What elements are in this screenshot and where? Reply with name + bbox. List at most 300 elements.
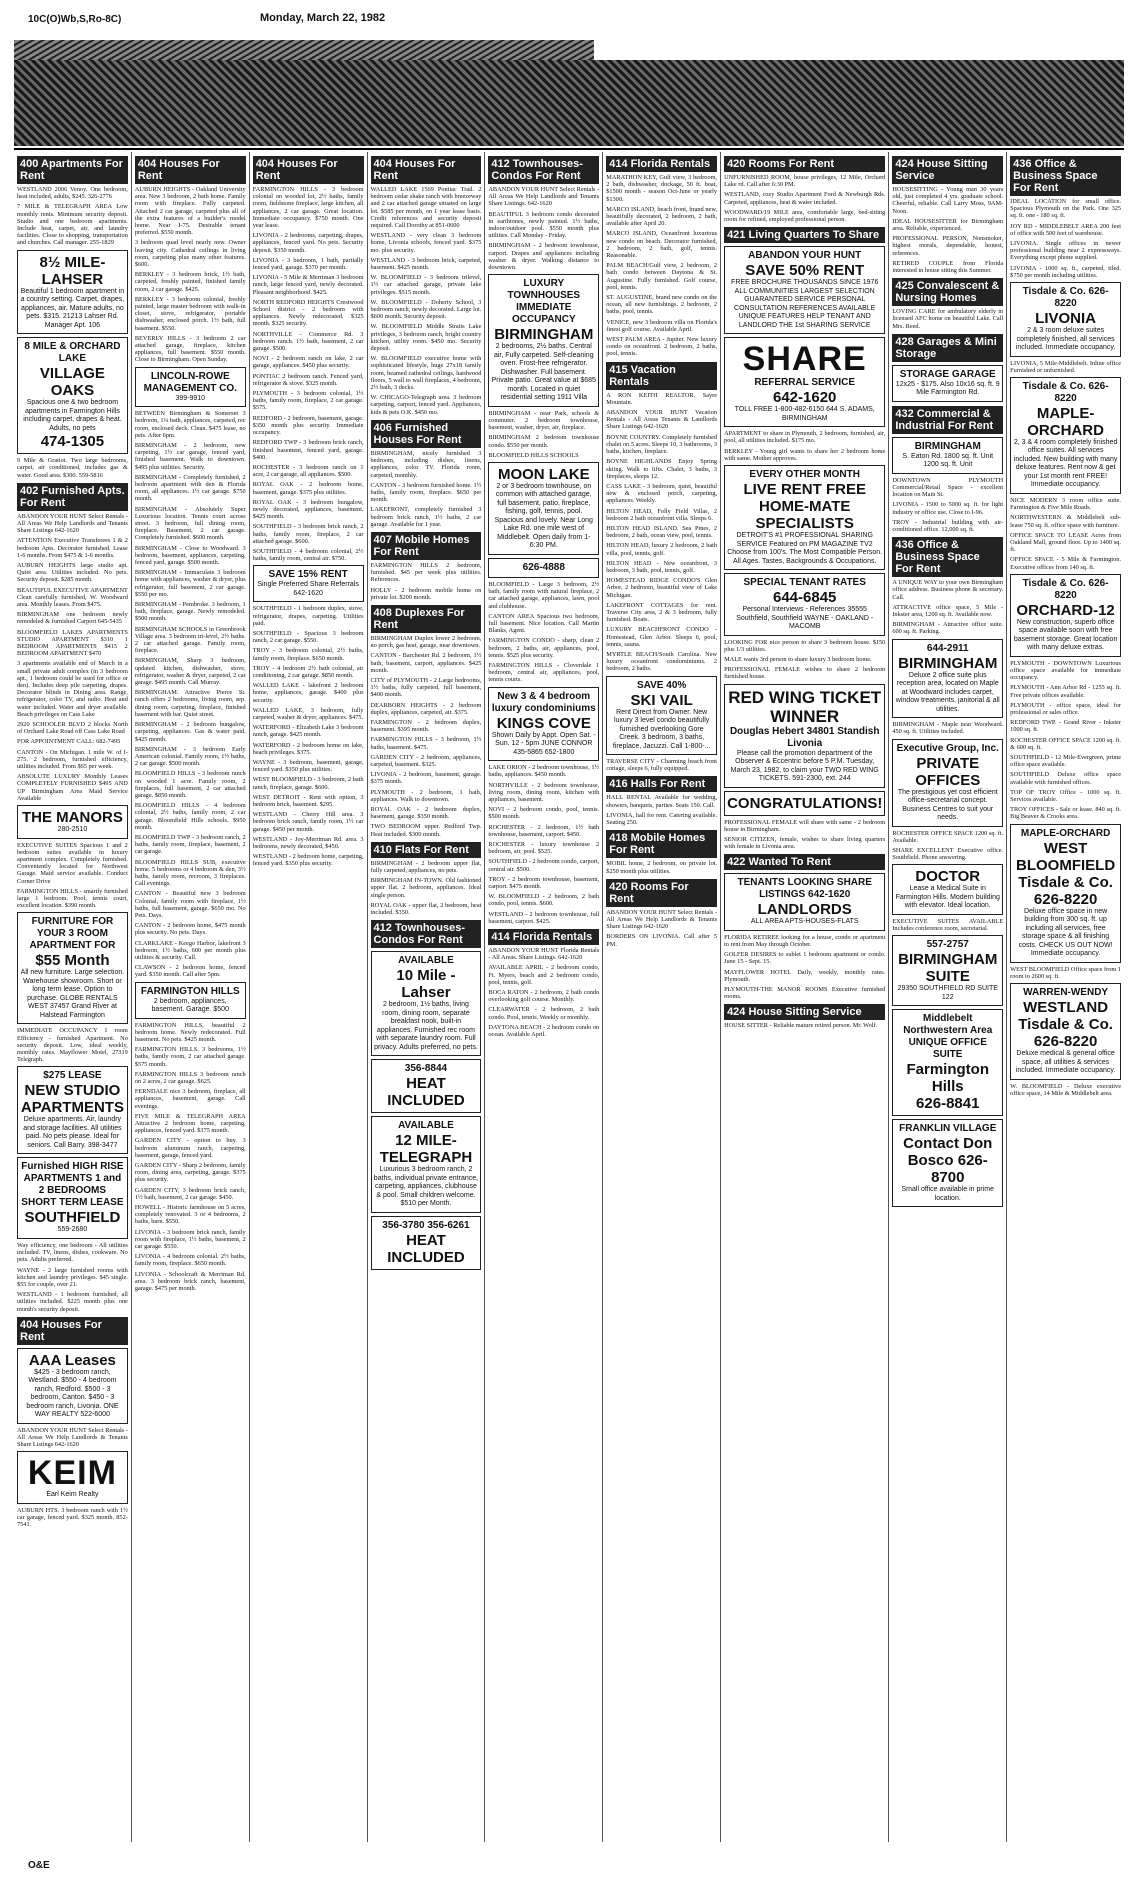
display-ad-sm: 2 bedroom, appliances, basement. Garage. $500 bbox=[151, 997, 229, 1014]
display-ad-sm: 280-2510 bbox=[57, 826, 88, 834]
display-ad-big: DOCTOR bbox=[915, 868, 981, 886]
classified-ad: BOYNE COUNTRY. Completely furnished chalet on 5 acres. Sleeps 10, 3 bathrooms, 3 baths, kitchen, fireplace. bbox=[606, 433, 718, 456]
display-ad bbox=[17, 1066, 128, 1154]
classified-ad: ROCHESTER OFFICE SPACE 1200 sq. ft. & 600 sq. ft. bbox=[1010, 736, 1122, 751]
classified-ad: BETWEEN Birmingham & Somerset 3 bedroom, 1¼ bath, appliances, carpeted, rec room, enclosed deck. Clean. $475 lease, no pets. After 6pm. bbox=[134, 410, 246, 439]
classified-ad: LIVONIA - Schoolcraft & Merriman Rd. area. 3 bedroom brick ranch, basement, garage. $475 per month. bbox=[134, 1270, 246, 1293]
classified-ad: SOUTHFIELD Deluxe office space available with furnished offices. bbox=[1010, 771, 1122, 786]
classified-ad: HILTON HEAD, luxury 2 bedroom, 2 bath villa, pool, tennis, golf. bbox=[606, 542, 718, 557]
classified-ad: CLEARWATER - 2 bedroom, 2 bath condo. Pool, tennis. Weekly or monthly. bbox=[488, 1006, 600, 1021]
classified-banner bbox=[14, 60, 1124, 146]
display-ad bbox=[17, 1348, 128, 1424]
classified-ad: IDEAL LOCATION for small office. Spacious Plymouth on the Park. One 325 sq. ft. one - 180 sq. ft. bbox=[1010, 198, 1122, 220]
classified-column bbox=[368, 152, 486, 1842]
classified-ad: 3 bedroom quad level nearly new. Owner leaving city. Cathedral ceilings in living room, carpeting plus many other features. $600. bbox=[134, 239, 246, 269]
classified-ad: FARMINGTON - 2 bedroom duplex, basement. $395 month. bbox=[370, 718, 482, 734]
display-ad-med: 557-2757 bbox=[926, 939, 969, 951]
display-ad-big: CONGRATULATIONS! bbox=[727, 794, 883, 812]
display-ad bbox=[488, 274, 599, 407]
classified-ad: GARDEN CITY, 3 bedroom brick ranch, 1½ bath, basement, 2 car garage. $450. bbox=[134, 1186, 246, 1201]
classified-ad: LIVONIA - 2 bedroom, basement, garage. $375 month. bbox=[370, 771, 482, 786]
display-ad-sm: 2 or 3 bedroom townhouse, on common with attached garage, full basement, patio, fireplace, fishing, golf, tennis, pool. Spacious and lovely. Near Long Lake Rd. one mile west of Middlebelt. Open daily from 1-6:30 PM. bbox=[494, 482, 593, 550]
classified-ad: FARMINGTON HILLS - 3 bedroom colonial on wooded lot, 2½ baths, family room, fieldstone fireplace, large kitchen, all appliances, 2 car garage. Great location. Immediate occupancy. $750 month. One year lease. bbox=[252, 186, 364, 230]
display-ad-huge: SHARE bbox=[742, 340, 867, 379]
classified-ad: FARMINGTON HILLS, beautiful 2 bedroom home. Newly redecorated. Full basement. No pets. $425 month. bbox=[134, 1021, 246, 1043]
display-ad-med: EVERY OTHER MONTH bbox=[749, 469, 860, 481]
classified-ad: ROYAL OAK - 2 bedroom home, basement, garage. $375 plus utilities. bbox=[252, 481, 364, 496]
display-ad bbox=[371, 1116, 482, 1213]
classified-ad: HOWELL - Historic farmhouse on 5 acres, completely renovated. 3 or 4 bedrooms, 2 baths, barn. $550. bbox=[134, 1204, 246, 1226]
section-heading: 402 Furnished Apts. For Rent bbox=[17, 483, 128, 511]
classified-ad: LUXURY BEACHFRONT CONDO - Homestead, Glen Arbor. Sleeps 6, pool, tennis, sauna. bbox=[606, 626, 718, 648]
display-ad-med: Tisdale & Co. 626-8220 bbox=[1022, 286, 1109, 310]
display-ad-big: SOUTHFIELD bbox=[24, 1209, 121, 1227]
display-ad-big: $55 Month bbox=[35, 952, 110, 970]
display-ad bbox=[17, 805, 128, 839]
display-ad-sm: Deluxe 2 office suite plus reception area, located on Maple at Woodward includes carpet, window treatments, janitorial & all utilities. bbox=[895, 671, 1000, 713]
classified-ad: NORTH REDFORD HEIGHTS Crestwood School district - 2 bedroom with appliances. Newly redecorated. $325 month. $325 security. bbox=[252, 298, 364, 328]
display-ad bbox=[371, 951, 482, 1056]
classified-ad: WESTLAND - 2 bedroom home, carpeting, fenced yard. $350 plus security. bbox=[252, 853, 364, 868]
display-ad-med: New 3 & 4 bedroom luxury condominiums bbox=[491, 690, 596, 714]
classified-ad: W. BLOOMFIELD - 2 bedroom, 2 bath condo, pool, tennis. $600. bbox=[488, 893, 600, 908]
display-ad-med: Tisdale & Co. 626-8220 bbox=[1022, 380, 1109, 404]
classified-ad: BIRMINGHAM - 2 bedroom bungalow, carpeting, appliances. Gas & water paid. $425 month. bbox=[134, 721, 246, 743]
classified-ad: PROFESSIONAL FEMALE wishes to share 2 bedroom furnished house. bbox=[724, 666, 886, 681]
display-ad-med: 356-8844 bbox=[404, 1063, 448, 1075]
section-heading: 408 Duplexes For Rent bbox=[371, 605, 482, 633]
display-ad-big: BIRMINGHAM bbox=[898, 654, 998, 672]
classified-ad: LIVONIA, 5 Mile-Middlebelt. Inline office Furnished or unfurnished. bbox=[1010, 359, 1122, 374]
classified-ad: ABANDON YOUR HUNT Florida Rentals - All Areas. Share Listings. 642-1620 bbox=[488, 946, 600, 962]
display-ad-med: Douglas Hebert 34801 Standish Livonia bbox=[729, 725, 880, 749]
classified-ad: HOMESTEAD RIDGE CONDO'S Glen Arbor, 2 bedroom, beautiful view of Lake Michigan. bbox=[606, 577, 718, 599]
classified-ad: NORTHVILLE - Commerce Rd. 3 bedroom ranch. 1½ bath, basement, 2 car garage. $500. bbox=[252, 330, 364, 353]
classified-ad: WEST PALM AREA - Jupiter. New luxury condo on oceanfront. 2 bedroom, 2 baths, pool, tennis. bbox=[606, 336, 718, 358]
display-ad-med: AVAILABLE bbox=[398, 955, 454, 967]
display-ad bbox=[253, 565, 364, 602]
classified-column bbox=[485, 152, 603, 1842]
display-ad-big: LIVE RENT FREE bbox=[743, 481, 866, 499]
section-heading: 404 Houses For Rent bbox=[17, 1317, 128, 1345]
classified-ad: VENICE, new 3 bedroom villa on Florida's finest golf course. Available April. bbox=[606, 318, 718, 333]
display-ad-sm: Deluxe medical & general office space, all utilities & services included. Immediate occupancy. bbox=[1015, 1050, 1116, 1075]
display-ad-sm: Lease a Medical Suite in Farmington Hills. Modern building with elevator. Ideal location. bbox=[895, 885, 1000, 910]
classified-ad: PROFESSIONAL PERSON, Nonsmoker, highest morals, dependable, honest, references. bbox=[892, 235, 1004, 257]
classified-ad: HILTON HEAD - New oceanfront, 3 bedroom, 3 bath, pool, tennis, golf. bbox=[606, 559, 718, 574]
classified-ad: LIVONIA. Single offices in newer professional building near 2 expressways. Everything except phone supplied. bbox=[1010, 240, 1122, 262]
section-heading: 428 Garages & Mini Storage bbox=[892, 334, 1003, 362]
classified-ad: SOUTHFIELD - 1 bedroom duplex, stove, refrigerator, drapes, carpeting. Utilities paid. bbox=[252, 605, 364, 627]
display-ad-big: MAPLE-ORCHARD bbox=[1027, 404, 1104, 439]
classified-ad: BIRMINGHAM - Attractive office suite. 600 sq. ft. Parking. bbox=[892, 621, 1004, 636]
display-ad bbox=[488, 462, 599, 555]
classified-ad: CLARKLAKE - Keego Harbor, lakefront 3 bedroom, 1½ baths, 600 per month plus utilities & security. Call. bbox=[134, 939, 246, 961]
display-ad-sm: Deluxe office space in new building from 300 sq. ft. up including all services, free storage space & all finishing costs. CHECK US OUT NOW! Immediate occupancy. bbox=[1018, 907, 1113, 958]
classified-ad: BIRMINGHAM - near Park, schools & commuter. 2 bedroom townhouse, basement, washer, dryer, air, fireplace. bbox=[488, 409, 600, 432]
display-ad-med: MAPLE-ORCHARD bbox=[1020, 827, 1111, 839]
classified-ad: ST. AUGUSTINE, brand new condo on the ocean, all new furnishings. 2 bedroom, 2 baths, pool, tennis. bbox=[606, 294, 718, 316]
display-ad-sm: Rent Direct from Owner. New luxury 3 level condo beautifully furnished overlooking Gore Creek. 3 bedroom, 3 baths, fireplace, Jacuzzi. Call 1-800-... bbox=[612, 708, 711, 750]
display-ad bbox=[1010, 282, 1121, 357]
classified-ad: MARATHON KEY, Gulf view, 3 bedroom, 2 bath, dishwasher, dockage, 50 ft. boat, $1500 month - season Oct-June or yearly $1300. bbox=[606, 174, 718, 203]
display-ad bbox=[724, 246, 885, 334]
display-ad-sm: 2 bedrooms, 2½ baths. Central air, Fully carpeted. Self-cleaning oven. Frost-free refrigerator. Dishwasher. Full basement. Private patio. Great value at $685 month. Located in quiet residential setting 1911 Villa bbox=[491, 343, 596, 402]
display-ad-big2: Tisdale & Co. 626-8220 bbox=[1018, 1016, 1113, 1051]
classified-ad: BIRMINGHAM SCHOOLS in Greenbrook Village area. 3 bedroom tri-level, 2½ baths. 2 car attached garage. Family room, fireplace. bbox=[134, 625, 246, 655]
classified-ad: TROY - 2 bedroom townhouse, basement, carport. $475 month. bbox=[488, 875, 600, 890]
classified-ad: PALM BEACH/Gulf view, 2 bedroom, 2 bath condo between Daytona & St. Augustine. Fully furnished. Golf course, pool, tennis. bbox=[606, 262, 718, 291]
classified-ad: LIVONIA - 5 Mile & Merriman 3 bedroom ranch, large fenced yard, newly decorated. Pleasant neighborhood. $425. bbox=[252, 274, 364, 296]
section-heading: 418 Mobile Homes For Rent bbox=[606, 830, 717, 858]
display-ad-med: ABANDON YOUR HUNT bbox=[748, 250, 862, 262]
classified-ad: LIVONIA - 1500 to 5000 sq. ft. for light industry or office use. Close to I-96. bbox=[892, 501, 1004, 516]
display-ad-big: ORCHARD-12 bbox=[1016, 601, 1115, 619]
classified-column bbox=[603, 152, 721, 1842]
section-heading: 436 Office & Business Space For Rent bbox=[892, 537, 1003, 577]
classified-ad: WEST BLOOMFIELD Office space from 1 room to 2600 sq. ft. bbox=[1010, 965, 1122, 980]
section-heading: 432 Commercial & Industrial For Rent bbox=[892, 406, 1003, 434]
classified-ad: CANTON - Barchester Rd. 2 bedroom, 1½ bath, basement, carport, appliances. $425 month. bbox=[370, 652, 482, 674]
classified-ad: WALLED LAKE, 3 bedroom, fully carpeted, washer & dryer, appliances. $475. bbox=[252, 706, 364, 721]
display-ad-sm: TOLL FREE 1-800-482-6150 644 S. ADAMS, BIRMINGHAM bbox=[734, 406, 875, 422]
display-ad bbox=[17, 912, 128, 1024]
classified-ad: TRAVERSE CITY - Charming beach front cottage, sleeps 6, fully equipped. bbox=[606, 758, 718, 773]
display-ad bbox=[892, 437, 1003, 474]
display-ad-big: LIVONIA bbox=[1035, 310, 1097, 328]
display-ad-sm: 559-2680 bbox=[57, 1226, 88, 1234]
classified-ad: SOUTHFIELD - 4 bedroom colonial, 2½ baths, family room, central air. $750. bbox=[252, 547, 364, 563]
display-ad-med: SAVE 15% RENT bbox=[268, 569, 348, 581]
classified-ad: BIRMINGHAM 2 bedroom townhouse condo. $550 per month. bbox=[488, 434, 600, 449]
classified-ad: WALLED LAKE 1569 Pontiac Trail. 2 bedroom cedar shake ranch with breezeway and 2 car attached garage situated on large lot. $585 per month, on 1 year lease basis. Credit references and security deposit required. Call Dorothy at 851-0600 bbox=[370, 186, 482, 230]
display-ad-med: Middlebelt Northwestern Area UNIQUE OFFICE SUITE bbox=[903, 1013, 993, 1061]
classified-ad: WATERFORD - 2 bedroom home on lake, beach privileges. $375. bbox=[252, 741, 364, 756]
classified-ad: ABANDON YOUR HUNT Vacation Rentals - All Areas Tenants & Landlords Share Listings 642-1620 bbox=[606, 409, 718, 431]
classified-ad: TROY - 3 bedroom colonial, 2½ baths, family room, fireplace. $650 month. bbox=[252, 647, 364, 662]
classified-ad: CANTON AREA Spacious two bedroom, full basement. Nice location. Call Martin Blanks, Agent. bbox=[488, 612, 600, 635]
classified-ad: RETIRED COUPLE from Florida interested in house sitting this Summer. bbox=[892, 259, 1004, 275]
classified-ad: HOUSESITTING - Young man 30 years old, just completed 4 yrs. graduate school. Cheerful, reliable. Call Larry Moss, 9AM-Noon. bbox=[892, 186, 1004, 215]
classified-ad: WESTLAND 2006 Venoy. One bedroom, heat included, adults, $245. 326-2776 bbox=[17, 186, 128, 201]
display-ad-med: FURNITURE FOR YOUR 3 ROOM APARTMENT FOR bbox=[29, 916, 116, 952]
display-ad-redwing: RED WING TICKET WINNER bbox=[728, 687, 882, 726]
classified-ad: NORTHWESTERN & Middlebelt sub-lease 750 sq. ft. office space with furniture. bbox=[1010, 514, 1122, 529]
classified-ad: 3 apartments available end of March in a small private adult complex (in 3 bedroom apt., 1 bedroom could be used for office or den). Includes deep pile carpeting, drapes. Decorator blinds in Dining area. Range, refrigerator, color TV, and radio. Heat and water included. Water and dryer available. Beach privileges on Cass Lake bbox=[17, 660, 128, 718]
classified-ad: LAKEFRONT, completely furnished 3 bedroom brick ranch, 1½ baths, 2 car garage. Available for 1 year. bbox=[370, 506, 482, 528]
display-ad bbox=[892, 935, 1003, 1006]
classified-ad: LIVONIA - 2 bedrooms, carpeting, drapes, appliances, fenced yard. No pets. Security deposit. $350 month. bbox=[252, 232, 364, 254]
classified-ad: PONTIAC 2 bedroom ranch. Fenced yard, refrigerator & stove. $325 month. bbox=[252, 372, 364, 387]
section-heading: 424 House Sitting Service bbox=[724, 1004, 885, 1020]
display-ad-med: LINCOLN-ROWE MANAGEMENT CO. bbox=[143, 370, 237, 394]
classified-ad: ABANDON YOUR HUNT Select Rentals - All Areas We Help Landlords & Tenants Share Listings 642-1620 bbox=[17, 1426, 128, 1449]
display-ad-big: HEAT INCLUDED bbox=[387, 1231, 465, 1266]
classified-ad: FARMINGTON HILLS 3 bedroom ranch on 2 acres, 2 car garage. $625. bbox=[134, 1070, 246, 1086]
classified-ad: LAKEFRONT COTTAGES for rent. Traverse City area, 2 & 3 bedroom, fully furnished. Boats. bbox=[606, 601, 718, 624]
display-ad-sm: Deluxe apartments. Air, laundry and storage facilities. All utilities paid. No pets please. Ideal for seniors. Call Barry. 398-3477 bbox=[23, 1116, 122, 1149]
classified-ad: GOLFER DESIRES to sublet 1 bedroom apartment or condo. June 15 - Sept. 15. bbox=[724, 951, 886, 966]
classified-ad: WESTLAND - very clean 3 bedroom home, Livonia schools, fenced yard. $375 mo. plus security. bbox=[370, 232, 482, 254]
classified-ad: Way efficiency, one bedroom - All utilities included. TV, linens, dishes, cookware. No pets. Adults preferred. bbox=[17, 1241, 128, 1264]
classified-ad: BIRMINGHAM. Attractive Pierce St. ranch offers 2 bedrooms, living room, sep. dining room, carpeting, fireplace, finished basement with bar. Quiet street. bbox=[134, 689, 246, 718]
display-ad-sm: 12x25 - $175. Also 10x16 sq. ft. 9 Mile Farmington Rd. bbox=[895, 380, 1000, 397]
classified-ad: MOBIL home, 2 bedroom, on private lot. $250 month plus utilities. bbox=[606, 860, 718, 875]
classified-ad: LOOKING FOR nice person to share 3 bedroom house. $150 plus 1/3 utilities. bbox=[724, 638, 886, 653]
classified-ad: WALLED LAKE - lakefront 2 bedroom home, appliances, garage. $400 plus security. bbox=[252, 682, 364, 704]
classified-ad: NICE MODERN 3 room office suite. Farmington & Five Mile Roads. bbox=[1010, 496, 1122, 512]
classified-ad: REDFORD - 2 bedroom, basement, garage. $350 month plus security. Immediate occupancy. bbox=[252, 414, 364, 437]
classified-ad: MYRTLE BEACH/South Carolina. New luxury oceanfront condominiums. 2 bedroom, 2 baths. bbox=[606, 650, 718, 673]
display-ad-med: FRANKLIN VILLAGE bbox=[899, 1123, 997, 1135]
display-ad-big: Farmington Hills bbox=[906, 1061, 989, 1096]
classified-ad: ROCHESTER - 2 bedroom, 1½ bath townhouse, basement, carport. $450. bbox=[488, 823, 600, 838]
display-ad bbox=[17, 1157, 128, 1239]
classified-ad: HOLLY - 2 bedroom mobile home on private lot. $200 month. bbox=[370, 586, 482, 601]
classified-ad: WEST BLOOMFIELD - 3 bedroom, 2 bath ranch, fireplace, garage. $600. bbox=[252, 776, 364, 791]
display-ad bbox=[1010, 983, 1121, 1080]
display-ad-sm: 2 & 3 room deluxe suites completely finished, all services included. Immediate occupancy. bbox=[1015, 327, 1116, 352]
classified-ad: W. BLOOMFIELD - 3 bedroom trilevel, 1½ car attached garage, private lake privileges. $515 month. bbox=[370, 274, 482, 296]
header-rule bbox=[14, 148, 1124, 150]
display-ad-med: WARREN-WENDY bbox=[1023, 987, 1109, 999]
classified-ad: DAYTONA BEACH - 2 bedroom condo on ocean. Available April. bbox=[488, 1023, 600, 1038]
classified-ad: CITY of PLYMOUTH - 2 Large bedrooms, 1½ baths, fully carpeted, full basement, $400 month. bbox=[370, 676, 482, 699]
classified-ad: WESTLAND - Cherry Hill area. 3 bedroom brick ranch, family room, 1½ car garage. $450 per month. bbox=[252, 811, 364, 833]
classified-ad: LIVONIA - 3 bedroom, 1 bath, partially fenced yard, garage. $370 per month. bbox=[252, 256, 364, 272]
section-heading: 400 Apartments For Rent bbox=[17, 156, 128, 184]
classified-column bbox=[1007, 152, 1124, 1842]
classified-ad: LIVONIA, hall for rent. Catering available. Seating 250. bbox=[606, 811, 718, 827]
display-ad-sm: Earl Keim Realty bbox=[46, 1491, 99, 1499]
classified-column bbox=[132, 152, 250, 1842]
classified-ad: BEVERLY HILLS - 3 bedroom 2 car attached garage, fireplace, kitchen appliances, full basement. $550 month. Close to Birmingham. Open Sunday. bbox=[134, 334, 246, 364]
display-ad-med: FARMINGTON HILLS bbox=[140, 985, 240, 997]
display-ad-med: 626-4888 bbox=[522, 561, 565, 573]
display-ad-sm: All new furniture. Large selection. Warehouse showroom. Short or long term lease. Option to purchase. GLOBE RENTALS WEST 37457 Grand River at Halstead Farmington bbox=[20, 969, 125, 1019]
display-ad bbox=[606, 676, 717, 756]
display-ad bbox=[135, 367, 246, 408]
classified-ad: PROFESSIONAL FEMALE will share with same - 2 bedroom house in Birmingham. bbox=[724, 818, 886, 833]
display-ad bbox=[17, 250, 128, 335]
classified-ad: CANTON - 3 bedroom furnished home. 1½ baths, family room, fireplace. $650 per month. bbox=[370, 481, 482, 504]
display-ad-sm: New construction, superb office space available soon with free basement storage. Great location with many deluxe extras. bbox=[1013, 618, 1118, 652]
classified-ad: BERKLEY - 3 bedroom colonial, freshly painted, large master bedroom with walk-in closet, stove, refrigerator, portable dishwasher, enclosed porch. 1½ bath, full basement. $550. bbox=[134, 295, 246, 332]
classified-ad: FARMINGTON CONDO - sharp, clean 2 bedroom, 2 baths, air, appliances, pool, tennis. $525 plus security. bbox=[488, 637, 600, 659]
display-ad bbox=[1010, 574, 1121, 657]
classified-ad: PLYMOUTH-THE MANOR ROOMS Executive furnished rooms. bbox=[724, 986, 886, 1001]
display-ad bbox=[892, 739, 1003, 827]
classified-ad: MAYFLOWER HOTEL Daily, weekly, monthly rates. Plymouth. bbox=[724, 968, 886, 983]
classified-ad: WOODWARD/19 MILE area, comfortable large, bed-sitting room for refined, employed professional person. bbox=[724, 208, 886, 224]
display-ad-sm: 29350 SOUTHFIELD RD SUITE 122 bbox=[897, 985, 998, 1001]
classified-ad: BLOOMFIELD - Large 3 bedroom, 2½ bath, family room with natural fireplace, 2 car attached garage, appliances, lawn, pool and clubhouse. bbox=[488, 580, 600, 610]
classified-ad: IDEAL HOUSESITTER for Birmingham area. Reliable, experienced. bbox=[892, 217, 1004, 233]
classified-ad: FARMINGTON HILLS - 3 bedroom, 1½ baths, basement. $475. bbox=[370, 736, 482, 751]
display-ad-big2: Tisdale & Co. 626-8220 bbox=[1018, 873, 1113, 908]
display-ad-sm: Shown Daily by Appt. Open Sat. - Sun. 12 - 5pm JUNE CONNOR 435-5865 652-1800 bbox=[491, 731, 596, 756]
classified-ad: BIRMINGHAM - 2 bedroom, new carpeting, 1½ car garage, fenced yard, finished basement. Walk to downtown. $495 plus utilities. Security. bbox=[134, 441, 246, 471]
display-ad-big: SKI VAIL bbox=[630, 691, 693, 709]
display-ad-sm: $425 - 3 bedroom ranch, Westland. $550 - 4 bedroom ranch, Redford. $500 - 3 bedroom, Canton. $450 - 3 bedroom ranch, Livonia. ONE WAY REALTY 522-6000 bbox=[26, 1368, 119, 1419]
display-ad-sm: Single Preferred Share Referrals 642-1620 bbox=[257, 581, 359, 597]
classified-ad: WATERFORD - Elizabeth Lake 3 bedroom ranch, garage. $425 month. bbox=[252, 724, 364, 739]
classified-ad: AVAILABLE APRIL - 2 bedroom condo, Ft. Myers, beach and 2 bedroom condo, pool, tennis, golf. bbox=[488, 964, 600, 986]
display-ad-med: $275 LEASE bbox=[43, 1070, 102, 1082]
classified-ad: SOUTHFIELD - 2 bedroom condo, carport, central air. $500. bbox=[488, 858, 600, 873]
display-ad bbox=[892, 365, 1003, 402]
display-ad-sm: DETROIT'S #1 PROFESSIONAL SHARING SERVICE Featured on PM MAGAZINE TV2 Choose from 100's. The Most Compatible Person. All Ages. Tastes, Backgrounds & Occupations. bbox=[727, 532, 883, 565]
classified-ad: PLYMOUTH - office space, ideal for professional or sales office. bbox=[1010, 701, 1122, 716]
display-ad-sm: Personal Interviews - References 35555 Southfield, Southfield WAYNE - OAKLAND - MACOMB bbox=[736, 606, 874, 631]
classified-ad: ATTENTION Executive Transferees 1 & 2 bedroom Apts. Decorator furnished. Lease 1-6 months. From $475 & 1-6 months. bbox=[17, 537, 128, 559]
classified-ad: OFFICE SPACE TO LEASE Acres from Oakland Mall, ground floor. Up to 1400 sq. ft. bbox=[1010, 531, 1122, 554]
classified-ad: CANTON - 2 bedroom home, $475 month plus security. No pets. Days. bbox=[134, 922, 246, 937]
classified-ad: GARDEN CITY - 2 bedroom, appliances, carpeted, basement. $325. bbox=[370, 753, 482, 768]
classified-ad: ROYAL OAK - upper flat, 2 bedroom, heat included. $350. bbox=[370, 901, 482, 917]
classified-ad: FARMINGTON HILLS. 3 bedrooms, 1½ baths, family room, 2 car attached garage. $575 month. bbox=[134, 1046, 246, 1068]
classified-ad: ROCHESTER OFFICE SPACE 1200 sq. ft. Available. bbox=[892, 829, 1004, 844]
classified-ad: A UNIQUE WAY to your own Birmingham office address. Business phone & secretary. Call. bbox=[892, 579, 1004, 601]
classified-ad: ABSOLUTE LUXURY Monthly Leases COMPLETELY FURNISHED $495 AND UP Birmingham Area Maid Service Available bbox=[17, 773, 128, 802]
section-heading: 404 Houses For Rent bbox=[135, 156, 246, 184]
display-ad bbox=[371, 1216, 482, 1270]
display-ad-med: Executive Group, Inc. bbox=[896, 742, 999, 754]
classified-ad: LIVONIA - 3 bedroom brick ranch, family room with fireplace, 1½ baths, basement, 2 car garage. $550. bbox=[134, 1228, 246, 1251]
classified-ad: BIRMINGHAM IN-TOWN. Old fashioned upper flat. 2 bedroom, appliances. Ideal single person. bbox=[370, 877, 482, 899]
classified-ad: W. CHICAGO-Telegraph area. 3 bedroom carpeting, carport, fenced yard. Appliances, kids & pets O.K. $450 mo. bbox=[370, 394, 482, 416]
display-ad-sm: Beautiful 1 bedroom apartment in a country setting. Carpet, drapes, appliances, air. Mature adults, no pets. $315. 21213 Lahser Rd. Manager Apt. 106 bbox=[20, 287, 125, 329]
display-ad-sm: Luxurious 3 bedroom ranch, 2 baths, individual private entrance, carpeting, appliances, clubhouse & pool. Small children welcome. $510 per Month. bbox=[373, 1166, 479, 1208]
classified-ad: FARMINGTON HILLS 2 bedroom, furnished. $45 per week plus utilities. References. bbox=[370, 561, 482, 584]
display-ad-med: SAVE 40% bbox=[636, 679, 687, 691]
section-heading: 414 Florida Rentals bbox=[488, 929, 599, 945]
display-ad-big: 644-6845 bbox=[772, 589, 837, 607]
display-ad-huge: KEIM bbox=[27, 1454, 117, 1493]
section-heading: 436 Office & Business Space For Rent bbox=[1010, 156, 1121, 196]
classified-ad: NORTHVILLE - 2 bedroom townhouse, living room, dining room, kitchen with appliances, basement. bbox=[488, 781, 600, 803]
classified-ad: PLYMOUTH - 2 bedroom, 1 bath, appliances. Walk to downtown. bbox=[370, 788, 482, 803]
section-heading: 404 Houses For Rent bbox=[371, 156, 482, 184]
classified-ad: TOP OF TROY Office - 1000 sq. ft. Services available. bbox=[1010, 788, 1122, 804]
classified-ad: W. BLOOMFIELD - Deluxe executive office space, 14 Mile & Middlebelt area. bbox=[1010, 1082, 1122, 1097]
classified-ad: FARMINGTON HILLS - Cloverdale 1 bedroom, central air, appliances, pool, tennis courts. bbox=[488, 661, 600, 684]
classified-ad: FARMINGTON HILLS - smartly furnished large 1 bedroom. Pool, tennis court, excellent location. $390 month. bbox=[17, 887, 128, 910]
display-ad-big: SAVE 50% RENT bbox=[745, 262, 865, 280]
classified-ad: BIRMINGHAM - 2 bedroom upper flat, fully carpeted, appliances, no pets. bbox=[370, 859, 482, 875]
classified-ad: BERKLEY - Young girl wants to share her 2 bedroom home with same. Mother approves. bbox=[724, 447, 886, 462]
classified-ad: 2920 SCHOOLER BLVD 2 blocks North of Orchard Lake Road off Cass Lake Road bbox=[17, 721, 128, 736]
classified-ad: SHARE EXCELLENT Executive office. Southfield. Phone answering. bbox=[892, 847, 1004, 862]
classified-ad: BORDERS ON LIVONIA. Call after 5 PM. bbox=[606, 933, 718, 948]
classified-ad: SOUTHFIELD - 12 Mile-Evergreen, prime office space available. bbox=[1010, 754, 1122, 769]
issue-date: Monday, March 22, 1982 bbox=[260, 12, 386, 24]
display-ad-sm: ALL AREA APTS-HOUSES-FLATS bbox=[750, 918, 859, 926]
classified-ad: IMMEDIATE OCCUPANCY 1 room Efficiency - furnished Apartment. No security deposit. Low, ideal weekly, monthly rates. Mayflower Motel, 27319 Telegraph. bbox=[17, 1027, 128, 1064]
classified-ad: NOVI - 2 bedroom ranch on lake, 2 car garage, appliances. $450 plus security. bbox=[252, 355, 364, 370]
classified-ad: BIRMINGHAM one bedroom newly remodeled & furnished Carport 645-5435 bbox=[17, 611, 128, 626]
edition-code: 10C(O)Wb,S,Ro-8C) bbox=[28, 14, 122, 25]
display-ad-med: 356-3780 356-6261 bbox=[382, 1219, 470, 1231]
classified-ad: BOYNE HIGHLANDS Enjoy Spring skiing. Walk to lifts. Chalet, 3 baths, 3 fireplaces, sleeps 12. bbox=[606, 458, 718, 480]
classified-ad: HILTON HEAD, Folly Field Villas, 2 bedroom 2 bath oceanfront villa. Sleeps 6. bbox=[606, 507, 718, 522]
classified-ad: FERNDALE nice 3 bedroom, fireplace, all appliances, basement, garage. Call evenings. bbox=[134, 1088, 246, 1110]
classified-ad: CLAWSON - 2 bedroom home, fenced yard. $350 month. Call after 5pm. bbox=[134, 964, 246, 979]
display-ad-big: WESTLAND bbox=[1023, 999, 1109, 1017]
classified-ad: BLOOMFIELD HILLS - 3 bedroom ranch on wooded 1 acre. Family room, 2 fireplaces, full basement, 2 car attached garage. $850 month. bbox=[134, 770, 246, 799]
section-heading: 416 Halls For Rent bbox=[606, 776, 717, 792]
display-ad-med: TENANTS LOOKING SHARE LISTINGS 642-1620 bbox=[737, 877, 872, 901]
classified-ad: BIRMINGHAM - 3 bedroom Early American colonial. Family room, 1½ baths, 2 car garage. $500 month. bbox=[134, 745, 246, 768]
classified-ad: BLOOMFIELD LAKES APARTMENTS STUDIO APARTMENT $310 1 BEDROOM APARTMENTS $415 2 BEDROOM APARTMENT $470 bbox=[17, 628, 128, 658]
section-heading: 412 Townhouses-Condos For Rent bbox=[371, 920, 482, 948]
display-ad-big: Contact Don Bosco 626-8700 bbox=[903, 1135, 993, 1187]
display-ad-big: LANDLORDS bbox=[757, 901, 852, 919]
display-ad bbox=[17, 1451, 128, 1504]
classified-ad: SOUTHFIELD - Spacious 3 bedroom ranch, 2 car garage. $550. bbox=[252, 629, 364, 645]
classified-ad: APARTMENT to share in Plymouth, 2 bedroom, furnished, air, pool, all utilities included. $175 mo. bbox=[724, 430, 886, 445]
display-ad-med: SPECIAL TENANT RATES bbox=[743, 577, 866, 589]
classified-ad: ROYAL OAK - 3 bedroom bungalow, newly decorated, appliances, basement. $425 month. bbox=[252, 498, 364, 521]
section-heading: 422 Wanted To Rent bbox=[724, 854, 885, 870]
footer-code: O&E bbox=[28, 1860, 50, 1871]
classified-ad: HALL RENTAL Available for wedding, showers, banquets, parties. Seats 150. Call. bbox=[606, 794, 718, 809]
classified-ad: BLOOMFIELD HILLS - 4 bedroom colonial, 2½ baths, family room, 2 car garage. Bloomfield Hills schools. $950 month. bbox=[134, 802, 246, 831]
classified-ad: ROCHESTER - 3 bedroom ranch on 1 acre, 2 car garage, all appliances. $500. bbox=[252, 463, 364, 479]
classified-ad: EXECUTIVE SUITES AVAILABLE Includes conference room, secretarial. bbox=[892, 917, 1004, 933]
classified-ad: CANTON - Beautiful new 3 bedroom Colonial, family room with fireplace, 1½ baths, full basement, garage. $650 mo. No Pets. Days. bbox=[134, 890, 246, 919]
display-ad-sm: 2 bedroom, 1½ baths, living room, dining room, separate breakfast nook, built-in appliances. Furnished rec room with separate laundry room. Full privacy. Adults preferred, no pets. bbox=[374, 1001, 478, 1051]
classified-ad: MARCO ISLAND, beach front, brand new, beautifully decorated, 2 bedroom, 2 bath, available after April 20. bbox=[606, 205, 718, 228]
section-heading: 421 Living Quarters To Share bbox=[724, 227, 885, 243]
classified-ad: WAYNE - 2 large furnished rooms with kitchen and laundry privileges. $45 single. $55 for couple, over 21. bbox=[17, 1266, 128, 1288]
display-ad bbox=[1010, 377, 1121, 494]
classified-ad: WEST DETROIT - Rent with option, 3 bedroom brick, basement. $295. bbox=[252, 793, 364, 809]
classified-ad: DOWNTOWN PLYMOUTH Commercial/Retail Space - excellent location on Main St. bbox=[892, 476, 1004, 499]
classified-ad: 9 Mile & Gratiot. Two large bedrooms, carpet, air conditioned, includes gas & water. Good area. $300. 559-5816 bbox=[17, 457, 128, 479]
display-ad bbox=[724, 791, 885, 816]
display-ad-med: 8 MILE & ORCHARD LAKE bbox=[24, 341, 121, 365]
display-ad-big: AAA Leases bbox=[28, 1351, 116, 1369]
classified-ad: FIVE MILE & TELEGRAPH AREA Attractive 2 bedroom home, carpeting, appliances, fenced yard. $375 month. bbox=[134, 1112, 246, 1135]
classified-ad: BIRMINGHAM, nicely furnished 3 bedroom, including dishes, linens, appliances, color TV. Florida room, carpeted, monthly. bbox=[370, 449, 482, 479]
display-ad-big: MOON LAKE bbox=[497, 465, 590, 483]
classified-columns bbox=[14, 152, 1124, 1842]
display-ad-big: NEW STUDIO APARTMENTS bbox=[20, 1082, 124, 1117]
classified-ad: BIRMINGHAM - 2 bedroom townhouse, carport. Drapes and appliances including washer & dryer. Walking distance to downtown. bbox=[488, 242, 600, 272]
display-ad-phone: 474-1305 bbox=[40, 433, 105, 451]
display-ad-big: PRIVATE OFFICES bbox=[915, 754, 981, 789]
classified-ad: WESTLAND - Joy-Merriman Rd. area. 3 bedrooms, newly decorated, $450. bbox=[252, 835, 364, 851]
classified-ad: LOVING CARE for ambulatory elderly in licensed AFC home on beautiful Lake. Call Mrs. Reed. bbox=[892, 308, 1004, 330]
display-ad bbox=[724, 873, 885, 931]
display-ad-big2: HOME-MATE SPECIALISTS bbox=[755, 498, 854, 533]
section-heading: 404 Houses For Rent bbox=[253, 156, 364, 184]
display-ad bbox=[371, 1059, 482, 1113]
classified-ad: DEARBORN HEIGHTS - 2 bedroom duplex, appliances, carpeted, air. $375. bbox=[370, 701, 482, 716]
display-ad bbox=[488, 558, 599, 578]
display-ad-sm: The prestigious yet cost efficient office-secretarial concept. Business Centres to suit your needs. bbox=[897, 788, 998, 822]
classified-ad: TROY - Industrial building with air-conditioned office. 12,000 sq. ft. bbox=[892, 518, 1004, 534]
classified-ad: UNFURNISHED ROOM, house privileges, 12 Mile, Orchard Lake rd. Call after 6:30 PM. bbox=[724, 174, 886, 189]
classified-ad: LIVONIA - 1000 sq. ft., carpeted, tiled. $750 per month including utilities. bbox=[1010, 264, 1122, 279]
display-ad-big: BIRMINGHAM bbox=[494, 326, 594, 344]
classified-ad: BIRMINGHAM - Absolutely Super Luxurious location. Tennis court across street. 3 bedroom, full dining room, fireplace. Basement, 2 car garage. Completely furnished. $600 month. bbox=[134, 505, 246, 542]
display-ad-sm: Spacious one & two bedroom apartments in Farmington Hills including carpet, drapes & heat. Adults, no pets bbox=[23, 399, 122, 432]
display-ad-med: LUXURY TOWNHOUSES IMMEDIATE OCCUPANCY bbox=[507, 278, 581, 326]
classified-ad: JOY RD - MIDDLEBELT AREA 200 feet of office with 500 feet of warehouse. bbox=[1010, 222, 1122, 237]
display-ad bbox=[135, 982, 246, 1019]
